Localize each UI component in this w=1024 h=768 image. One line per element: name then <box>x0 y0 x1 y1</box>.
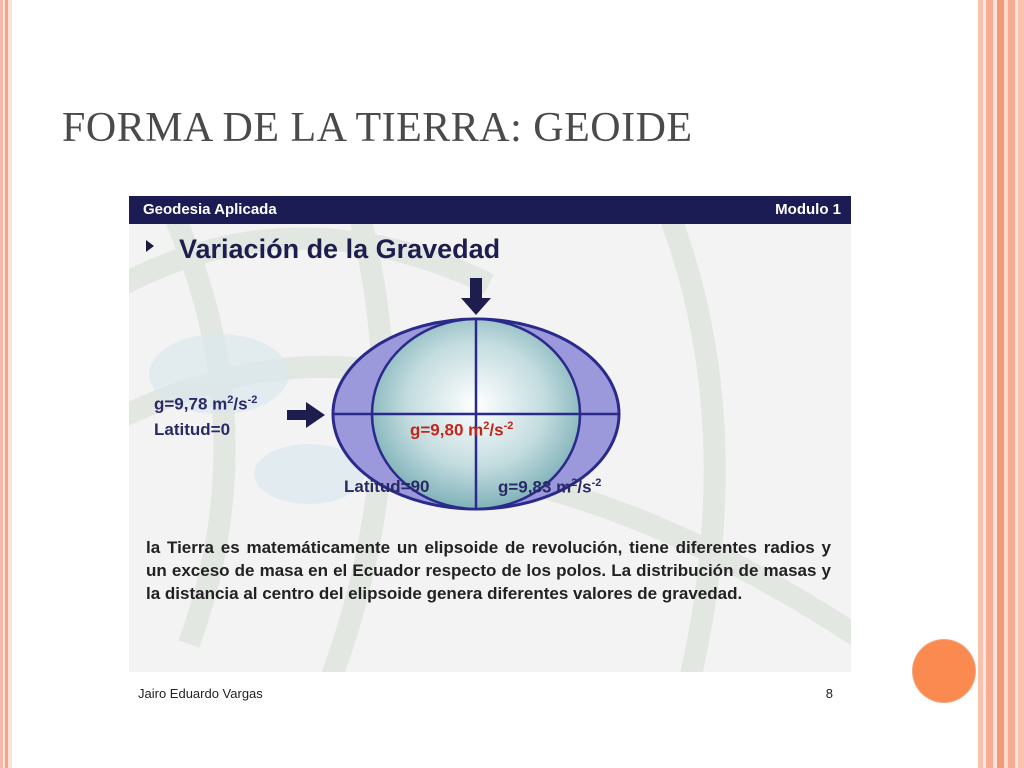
left-decorative-stripe <box>0 0 12 768</box>
author-name: Jairo Eduardo Vargas <box>138 686 263 701</box>
equator-gravity-label: g=9,78 $m^2/s^{-2}$ <box>154 394 258 414</box>
pole-gravity-label: g=9,83 $m^2/s^{-2}$ <box>498 477 602 497</box>
course-name: Geodesia Aplicada <box>143 201 277 218</box>
description-text: la Tierra es matemáticamente un elipsoide de revolución, tiene diferentes radios y un exceso de masa en el Ecuador respecto de los polos. La distribución de masas y la distancia al centro del elipsoide genera diferentes valores de gravedad. <box>146 538 831 603</box>
embedded-slide-header <box>129 196 851 224</box>
pole-latitude-label: Latitud=90 <box>344 477 430 496</box>
down-arrow-icon <box>461 278 491 315</box>
module-label: Modulo 1 <box>775 201 841 218</box>
embedded-slide-image <box>129 196 851 709</box>
center-gravity-label: g=9,80 $m^2/s^{-2}$ <box>410 420 514 440</box>
equator-latitude-label: Latitud=0 <box>154 420 231 439</box>
embedded-slide-content <box>129 224 851 672</box>
orange-circle-decoration <box>913 640 975 702</box>
slide-title: FORMA DE LA TIERRA: GEOIDE <box>62 105 693 151</box>
right-arrow-icon <box>287 402 325 428</box>
page-number: 8 <box>825 686 833 701</box>
embedded-slide-footer <box>129 672 851 709</box>
section-subtitle: Variación de la Gravedad <box>179 234 501 264</box>
right-decorative-stripes <box>974 0 1024 768</box>
